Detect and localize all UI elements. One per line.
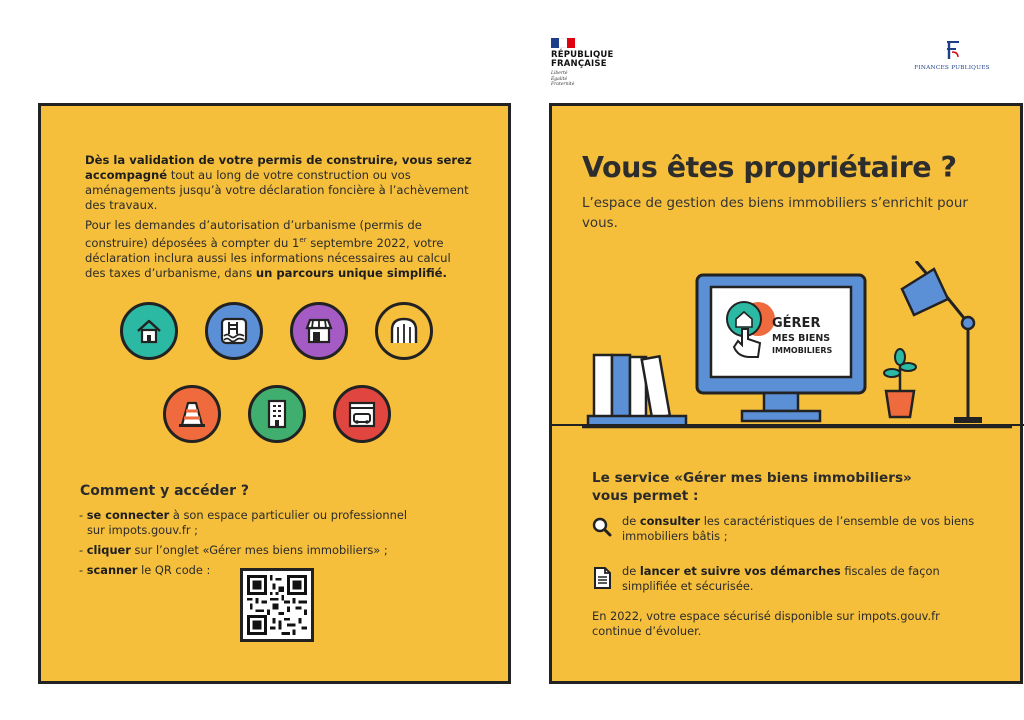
- step-connect-bold: se connecter: [86, 508, 170, 522]
- rf-line-2: FRANÇAISE: [551, 59, 607, 69]
- page-subtitle: L’espace de gestion des biens immobiliers s’enrichit pour vous.: [582, 196, 968, 231]
- step-click-text: sur l’onglet «Gérer mes biens immobiliers» ;: [130, 543, 388, 557]
- desk-illustration: [582, 261, 1012, 436]
- building-icon: [248, 385, 306, 443]
- intro-paragraph: [85, 153, 485, 213]
- magnifier-icon: [592, 516, 612, 540]
- books-icon: [588, 355, 686, 426]
- feature-demarches-pre: de: [622, 564, 640, 578]
- monitor-icon: [697, 275, 865, 421]
- french-flag-icon: [551, 38, 575, 48]
- step-connect: [79, 508, 407, 538]
- cone-icon: [163, 385, 221, 443]
- garage-icon: [333, 385, 391, 443]
- step-bullet: -: [79, 508, 87, 522]
- section-divider: [552, 424, 1024, 426]
- footer-note: En 2022, votre espace sécurisé disponible sur impots.gouv.fr continue d’évoluer.: [592, 609, 940, 638]
- step-connect-text: à son espace particulier ou professionnel: [169, 508, 408, 522]
- step-bullet: -: [79, 543, 87, 557]
- step-scan-bold: scanner: [86, 563, 138, 577]
- feature-consulter-text: les caractéristiques de l’ensemble de vos biens immobiliers bâtis ;: [622, 514, 975, 543]
- feature-consulter-pre: de: [622, 514, 640, 528]
- qr-code[interactable]: [240, 568, 314, 642]
- service-title: Le service «Gérer mes biens immobiliers» vous permet :: [592, 470, 912, 504]
- finances-publiques-logo: [912, 40, 992, 70]
- demandes-part2: septembre 2022, votre déclaration inclura aussi les informations nécessaires au calcul des taxes d’urbanisme, dans: [85, 235, 451, 280]
- right-panel: [549, 103, 1023, 684]
- shelter-icon: [375, 302, 433, 360]
- house-icon: [120, 302, 178, 360]
- left-panel: [38, 103, 511, 684]
- step-bullet: -: [79, 563, 87, 577]
- motto-fraternite: Fraternité: [551, 82, 575, 87]
- step-click-bold: cliquer: [86, 543, 131, 557]
- feature-consulter-bold: consulter: [639, 514, 701, 528]
- screen-immobiliers: IMMOBILIERS: [772, 346, 833, 355]
- demandes-sup: er: [299, 236, 307, 244]
- comment-title: Comment y accéder ?: [80, 483, 250, 499]
- intro-rest: tout au long de votre construction ou vos aménagements jusqu’à votre déclaration foncière à l’achèvement des travaux.: [85, 168, 469, 212]
- motto-liberte: Liberté: [551, 71, 568, 76]
- finances-publiques-emblem-icon: [943, 40, 961, 60]
- page-title: Vous êtes propriétaire ?: [582, 151, 957, 184]
- plant-icon: [884, 349, 916, 417]
- pool-icon: [205, 302, 263, 360]
- finances-publiques-label: FINANCES PUBLIQUES: [914, 65, 990, 71]
- demandes-paragraph: [85, 218, 470, 281]
- shop-icon: [290, 302, 348, 360]
- demandes-bold: un parcours unique simplifié.: [255, 265, 447, 280]
- step-connect-text-2: sur impots.gouv.fr ;: [87, 523, 198, 537]
- motto-egalite: Égalité: [551, 76, 568, 82]
- republique-francaise-logo: [551, 38, 631, 93]
- intro-bold: Dès la validation de votre permis de construire, vous serez accompagné: [85, 153, 472, 182]
- feature-demarches-bold: lancer et suivre vos démarches: [639, 564, 841, 578]
- demandes-part1: Pour les demandes d’autorisation d’urbanisme (permis de construire) déposées à compter du 1: [85, 218, 422, 250]
- step-scan: [79, 563, 210, 578]
- rf-line-1: RÉPUBLIQUE: [551, 50, 614, 60]
- screen-gerer: GÉRER: [772, 316, 821, 331]
- step-scan-text: le QR code :: [137, 563, 211, 577]
- feature-demarches: [622, 564, 992, 594]
- feature-consulter: [622, 514, 992, 544]
- step-click: [79, 543, 388, 558]
- feature-demarches-text: fiscales de façon simplifiée et sécurisée.: [622, 564, 940, 593]
- screen-mes-biens: MES BIENS: [772, 333, 831, 344]
- document-icon: [592, 566, 612, 590]
